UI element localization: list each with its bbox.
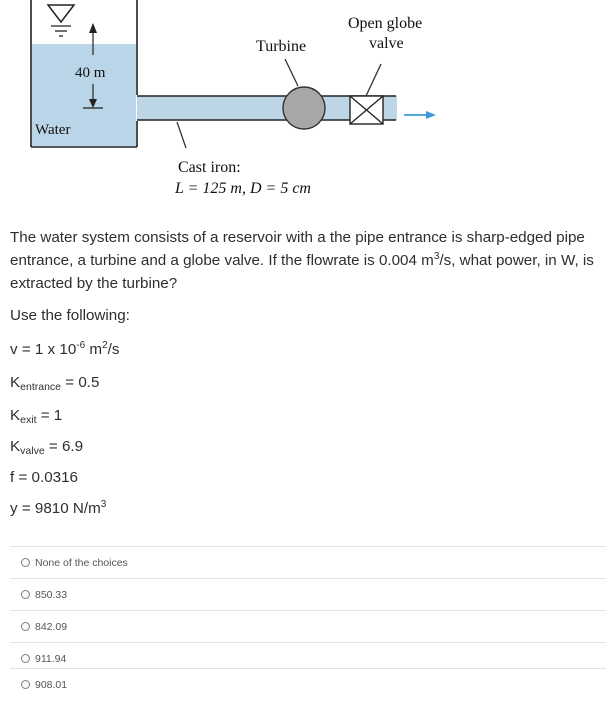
choice-option[interactable]	[10, 668, 606, 701]
nu-unit-exponent: 2	[102, 340, 108, 351]
nu-exponent: -6	[76, 340, 86, 351]
choice-option[interactable]	[10, 610, 606, 643]
radio-button[interactable]	[21, 680, 30, 689]
question-end: /s, what power, in W, is extracted by the turbine?	[10, 252, 594, 292]
question-body: The water system consists of a reservoir with a the pipe entrance is sharp-edged pipe entrance, a turbine and a globe valve. If the flowrate is 0.004 m	[10, 229, 585, 269]
k-valve-subscript: valve	[20, 445, 45, 457]
k-entrance-value: = 0.5	[61, 374, 100, 391]
given-specific-weight	[10, 500, 106, 517]
k-entrance-symbol: K	[10, 374, 21, 391]
radio-button[interactable]	[21, 590, 30, 599]
valve-leader	[366, 64, 381, 96]
pipe-leader	[177, 122, 186, 148]
nu-unit: m	[85, 341, 103, 358]
nu-prefix: v = 1 x 10	[10, 341, 77, 358]
given-k-exit	[10, 407, 62, 426]
question-flow-exponent: 3	[433, 251, 440, 262]
given-k-valve	[10, 438, 83, 457]
k-exit-symbol: K	[10, 407, 21, 424]
choice-label: 908.01	[35, 679, 68, 691]
k-valve-value: = 6.9	[44, 438, 84, 455]
flow-arrow	[404, 111, 436, 119]
height-label: 40 m	[75, 65, 106, 81]
gamma-exponent: 3	[100, 499, 107, 510]
k-exit-value: = 1	[36, 407, 63, 424]
turbine-leader	[285, 59, 298, 86]
choice-option[interactable]	[10, 578, 606, 611]
pipe-dimensions-label: L = 125 m, D = 5 cm	[175, 180, 311, 197]
question-text	[10, 226, 606, 295]
gamma-prefix: y = 9810 N/m	[10, 500, 101, 517]
turbine-label: Turbine	[256, 38, 307, 55]
given-kinematic-viscosity	[10, 341, 119, 358]
system-diagram	[0, 0, 609, 210]
pipe-material-label: Cast iron:	[178, 159, 241, 176]
globe-valve	[350, 96, 383, 124]
k-valve-symbol: K	[10, 438, 21, 455]
choice-label: 911.94	[35, 653, 67, 665]
radio-button[interactable]	[21, 654, 30, 663]
givens-intro: Use the following:	[10, 307, 130, 324]
k-entrance-subscript: entrance	[20, 381, 62, 393]
k-exit-subscript: exit	[20, 414, 37, 426]
valve-label-line1: Open globe	[348, 15, 423, 32]
free-surface-symbol	[48, 5, 74, 36]
radio-button[interactable]	[21, 622, 30, 631]
given-k-entrance	[10, 374, 99, 393]
turbine	[283, 87, 325, 129]
nu-suffix: /s	[107, 341, 120, 358]
choice-option[interactable]	[10, 546, 606, 579]
choice-label: 842.09	[35, 621, 68, 633]
water-label: Water	[35, 122, 71, 138]
choice-label: 850.33	[35, 589, 68, 601]
radio-button[interactable]	[21, 558, 30, 567]
given-friction-factor: f = 0.0316	[10, 469, 78, 486]
choice-label: None of the choices	[35, 557, 128, 569]
valve-label-line2: valve	[369, 35, 404, 52]
